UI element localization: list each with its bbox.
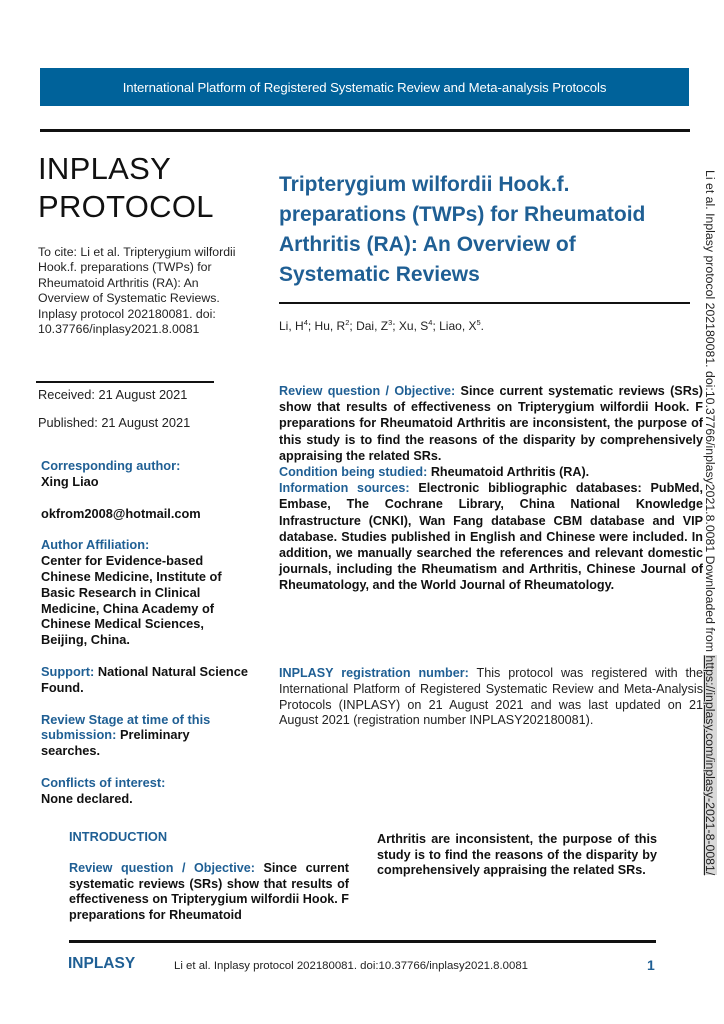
corresponding-author-label: Corresponding author: (41, 458, 181, 473)
support-text: National Natural Science Found. (41, 663, 248, 695)
brand-line-1: INPLASY (38, 151, 172, 186)
brand-heading (38, 150, 214, 226)
objective-text: Since current systematic reviews (SRs) show that results of effectiveness on Tripterygium wilfordii Hook. F preparations for Rheumatoid Arthritis are inconsistent, the purpose of this study is to find the reasons of the disparity by comprehensively appraising the related SRs. (279, 384, 704, 463)
margin-download-note (703, 170, 717, 875)
published-date: Published: 21 August 2021 (38, 415, 191, 430)
objective-label: Review question / Objective: (279, 384, 456, 398)
introduction-column-left (69, 861, 349, 923)
author: Hu, $R^2$; (314, 318, 357, 333)
condition-label: Condition being studied: (279, 465, 428, 480)
brand-line-2: PROTOCOL (38, 189, 214, 224)
affiliation-text: Center for Evidence-based Chinese Medicine, Institute of Basic Research in Clinical Medicine, China Academy of Chinese Medical Sciences, Beijing, China. (41, 553, 222, 648)
author: Dai, $Z^3$; (356, 318, 399, 333)
registration-paragraph (279, 666, 703, 729)
title-divider (279, 302, 690, 304)
support-block (41, 664, 251, 696)
author: Liao, $X^5$. (439, 318, 484, 333)
corresponding-author-name: Xing Liao (41, 473, 99, 489)
review-stage-text: Preliminary searches. (41, 727, 190, 759)
registration-text: This protocol was registered with the International Platform of Registered Systematic Review and Meta-Analysis Protocols (INPLASY) on 21 August 2021 and was last updated on 21 August 2021 (registration number INPLASY202180081). (279, 666, 703, 728)
intro-objective-text: Since current systematic reviews (SRs) show that results of effectiveness on Tripterygium wilfordii Hook. F preparations for Rheumatoid (69, 861, 349, 922)
support-label: Support: (41, 663, 95, 679)
sources-paragraph (279, 480, 703, 593)
sources-text: Electronic bibliographic databases: PubMed, Embase, The Cochrane Library, China National Knowledge Infrastructure (CNKI), Wan Fang database CBM database and VIP database. Studies published in English and Chinese were included. In addition, we manually searched the references and relevant domestic journals, including the Rheumatism and Arthritis, Chinese Journal of Rheumatology, and the World Journal of Rheumatology. (279, 481, 704, 593)
author-list (279, 318, 484, 333)
intro-objective-label: Review question / Objective: (69, 861, 255, 875)
summary-section (279, 383, 703, 594)
top-divider (40, 129, 690, 132)
margin-note-text: Li et al. Inplasy protocol 202180081. doi:10.37766/inplasy2021.8.0081 Downloaded from (703, 170, 717, 656)
corresponding-author-block (41, 458, 251, 490)
platform-banner (40, 68, 689, 106)
objective-paragraph (279, 383, 703, 464)
registration-label: INPLASY registration number: (279, 666, 469, 680)
conflicts-label: Conflicts of interest: (41, 774, 166, 790)
review-stage-label: Review Stage at time of this submission: (41, 711, 211, 743)
condition-text: Rheumatoid Arthritis (RA). (430, 465, 590, 480)
dates-block (38, 387, 190, 443)
condition-paragraph (279, 464, 703, 480)
footer-divider (69, 940, 656, 943)
footer-citation: Li et al. Inplasy protocol 202180081. doi:10.37766/inplasy2021.8.0081 (174, 960, 529, 972)
article-title: Tripterygium wilfordii Hook.f. preparations (TWPs) for Rheumatoid Arthritis (RA): An Overview of Systematic Reviews (279, 173, 646, 286)
banner-text: International Platform of Registered Systematic Review and Meta-analysis Protocols (122, 79, 607, 95)
introduction-column-right: Arthritis are inconsistent, the purpose of this study is to find the reasons of the disparity by comprehensively appraising the related SRs. (377, 832, 657, 878)
page-number: 1 (647, 957, 655, 973)
conflicts-text: None declared. (41, 790, 133, 806)
received-date: Received: 21 August 2021 (38, 387, 188, 402)
affiliation-label: Author Affiliation: (41, 537, 150, 553)
introduction-heading: INTRODUCTION (69, 829, 168, 844)
author-email[interactable]: okfrom2008@hotmail.com (41, 505, 201, 521)
author: Xu, $S^4$; (398, 318, 440, 333)
conflicts-block (41, 775, 251, 807)
sidebar-divider (36, 381, 214, 383)
sidebar-info (41, 458, 251, 823)
margin-note-link[interactable]: https://inplasy.com/inplasy-2021-8-0081/ (703, 655, 717, 876)
citation-text: To cite: Li et al. Tripterygium wilfordii Hook.f. preparations (TWPs) for Rheumatoid Arthritis (RA): An Overview of Systematic Reviews. Inplasy protocol 202180081. doi: 10.37766/inplasy2021.8.0081 (38, 245, 236, 337)
review-stage-block (41, 712, 251, 759)
footer-brand: INPLASY (68, 955, 136, 972)
affiliation-block (41, 537, 251, 648)
sources-label: Information sources: (279, 481, 410, 496)
author: Li, $H^4$; (279, 318, 315, 333)
